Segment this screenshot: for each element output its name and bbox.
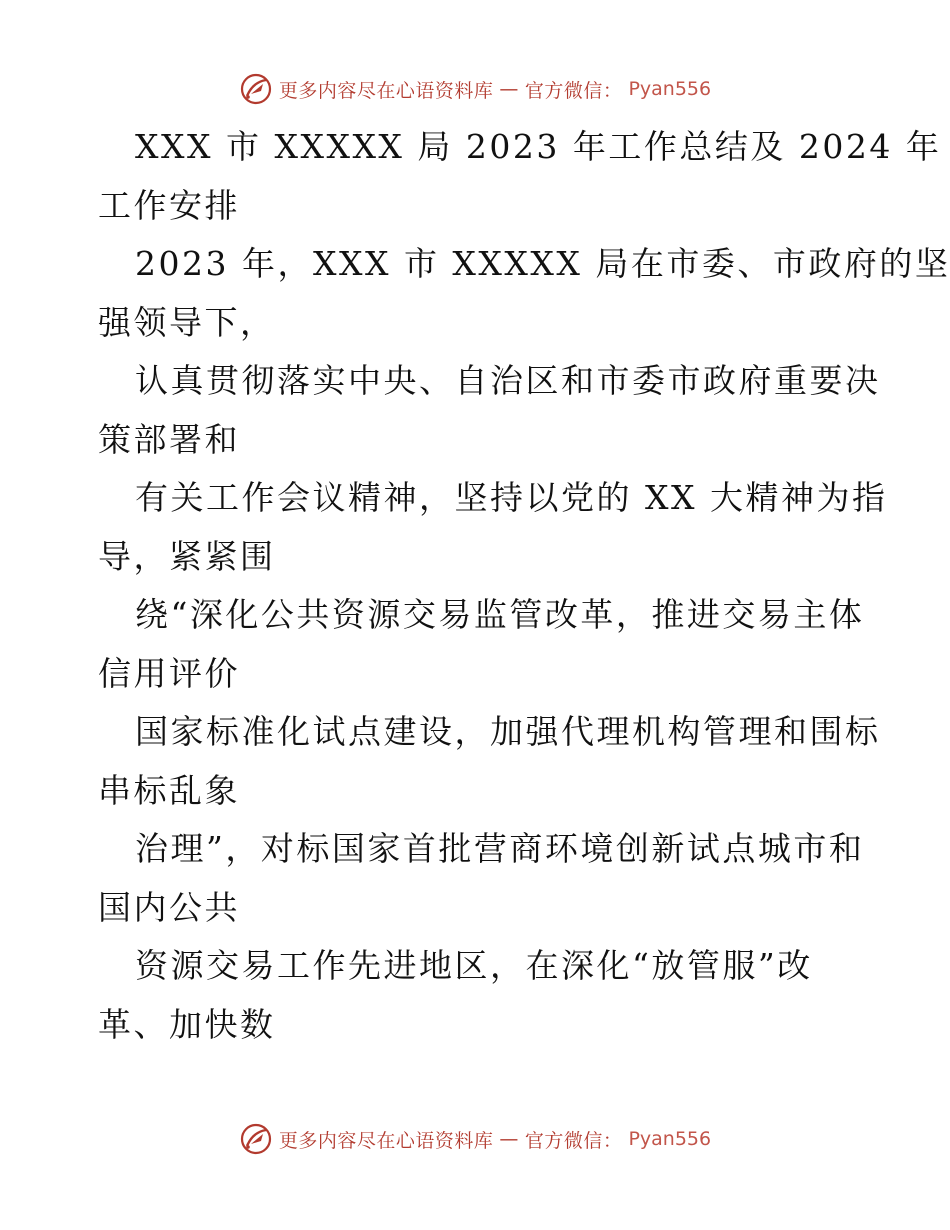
doc-line: 认真贯彻落实中央、自治区和市委市政府重要决 <box>135 361 881 400</box>
header-watermark <box>0 72 950 106</box>
watermark-slogan: 更多内容尽在心语资料库 <box>278 1129 494 1152</box>
doc-title-line-2: 工作安排 <box>98 185 240 225</box>
footer-watermark <box>0 1122 950 1156</box>
doc-line: 有关工作会议精神，坚持以党的 XX 大精神为指 <box>135 478 888 517</box>
doc-title-line-1: XXX 市 XXXXX 局 2023 年工作总结及 2024 年 <box>135 127 942 166</box>
watermark-id: Pyan556 <box>628 1128 712 1150</box>
watermark-label: 官方微信： <box>524 1129 623 1152</box>
watermark-dash: — <box>499 78 519 100</box>
watermark-dash: — <box>499 1128 519 1150</box>
doc-line: 2023 年，XXX 市 XXXXX 局在市委、市政府的坚 <box>135 244 950 283</box>
doc-line: 国内公共 <box>98 887 240 927</box>
doc-line: 策部署和 <box>98 419 240 459</box>
doc-line: 导，紧紧围 <box>98 536 276 576</box>
doc-line: 强领导下， <box>98 302 276 342</box>
doc-line: 治理”，对标国家首批营商环境创新试点城市和 <box>135 829 865 868</box>
watermark-slogan: 更多内容尽在心语资料库 <box>278 79 494 102</box>
doc-line: 革、加快数 <box>98 1004 276 1044</box>
doc-line: 绕“深化公共资源交易监管改革，推进交易主体 <box>135 595 865 634</box>
doc-line: 国家标准化试点建设，加强代理机构管理和围标 <box>135 712 881 751</box>
pen-logo-icon <box>239 72 273 106</box>
document-body <box>98 118 950 1054</box>
pen-logo-icon <box>239 1122 273 1156</box>
doc-line: 资源交易工作先进地区，在深化“放管服”改 <box>135 946 813 985</box>
doc-line: 串标乱象 <box>98 770 240 810</box>
watermark-id: Pyan556 <box>628 78 712 100</box>
watermark-label: 官方微信： <box>524 79 623 102</box>
doc-line: 信用评价 <box>98 653 240 693</box>
